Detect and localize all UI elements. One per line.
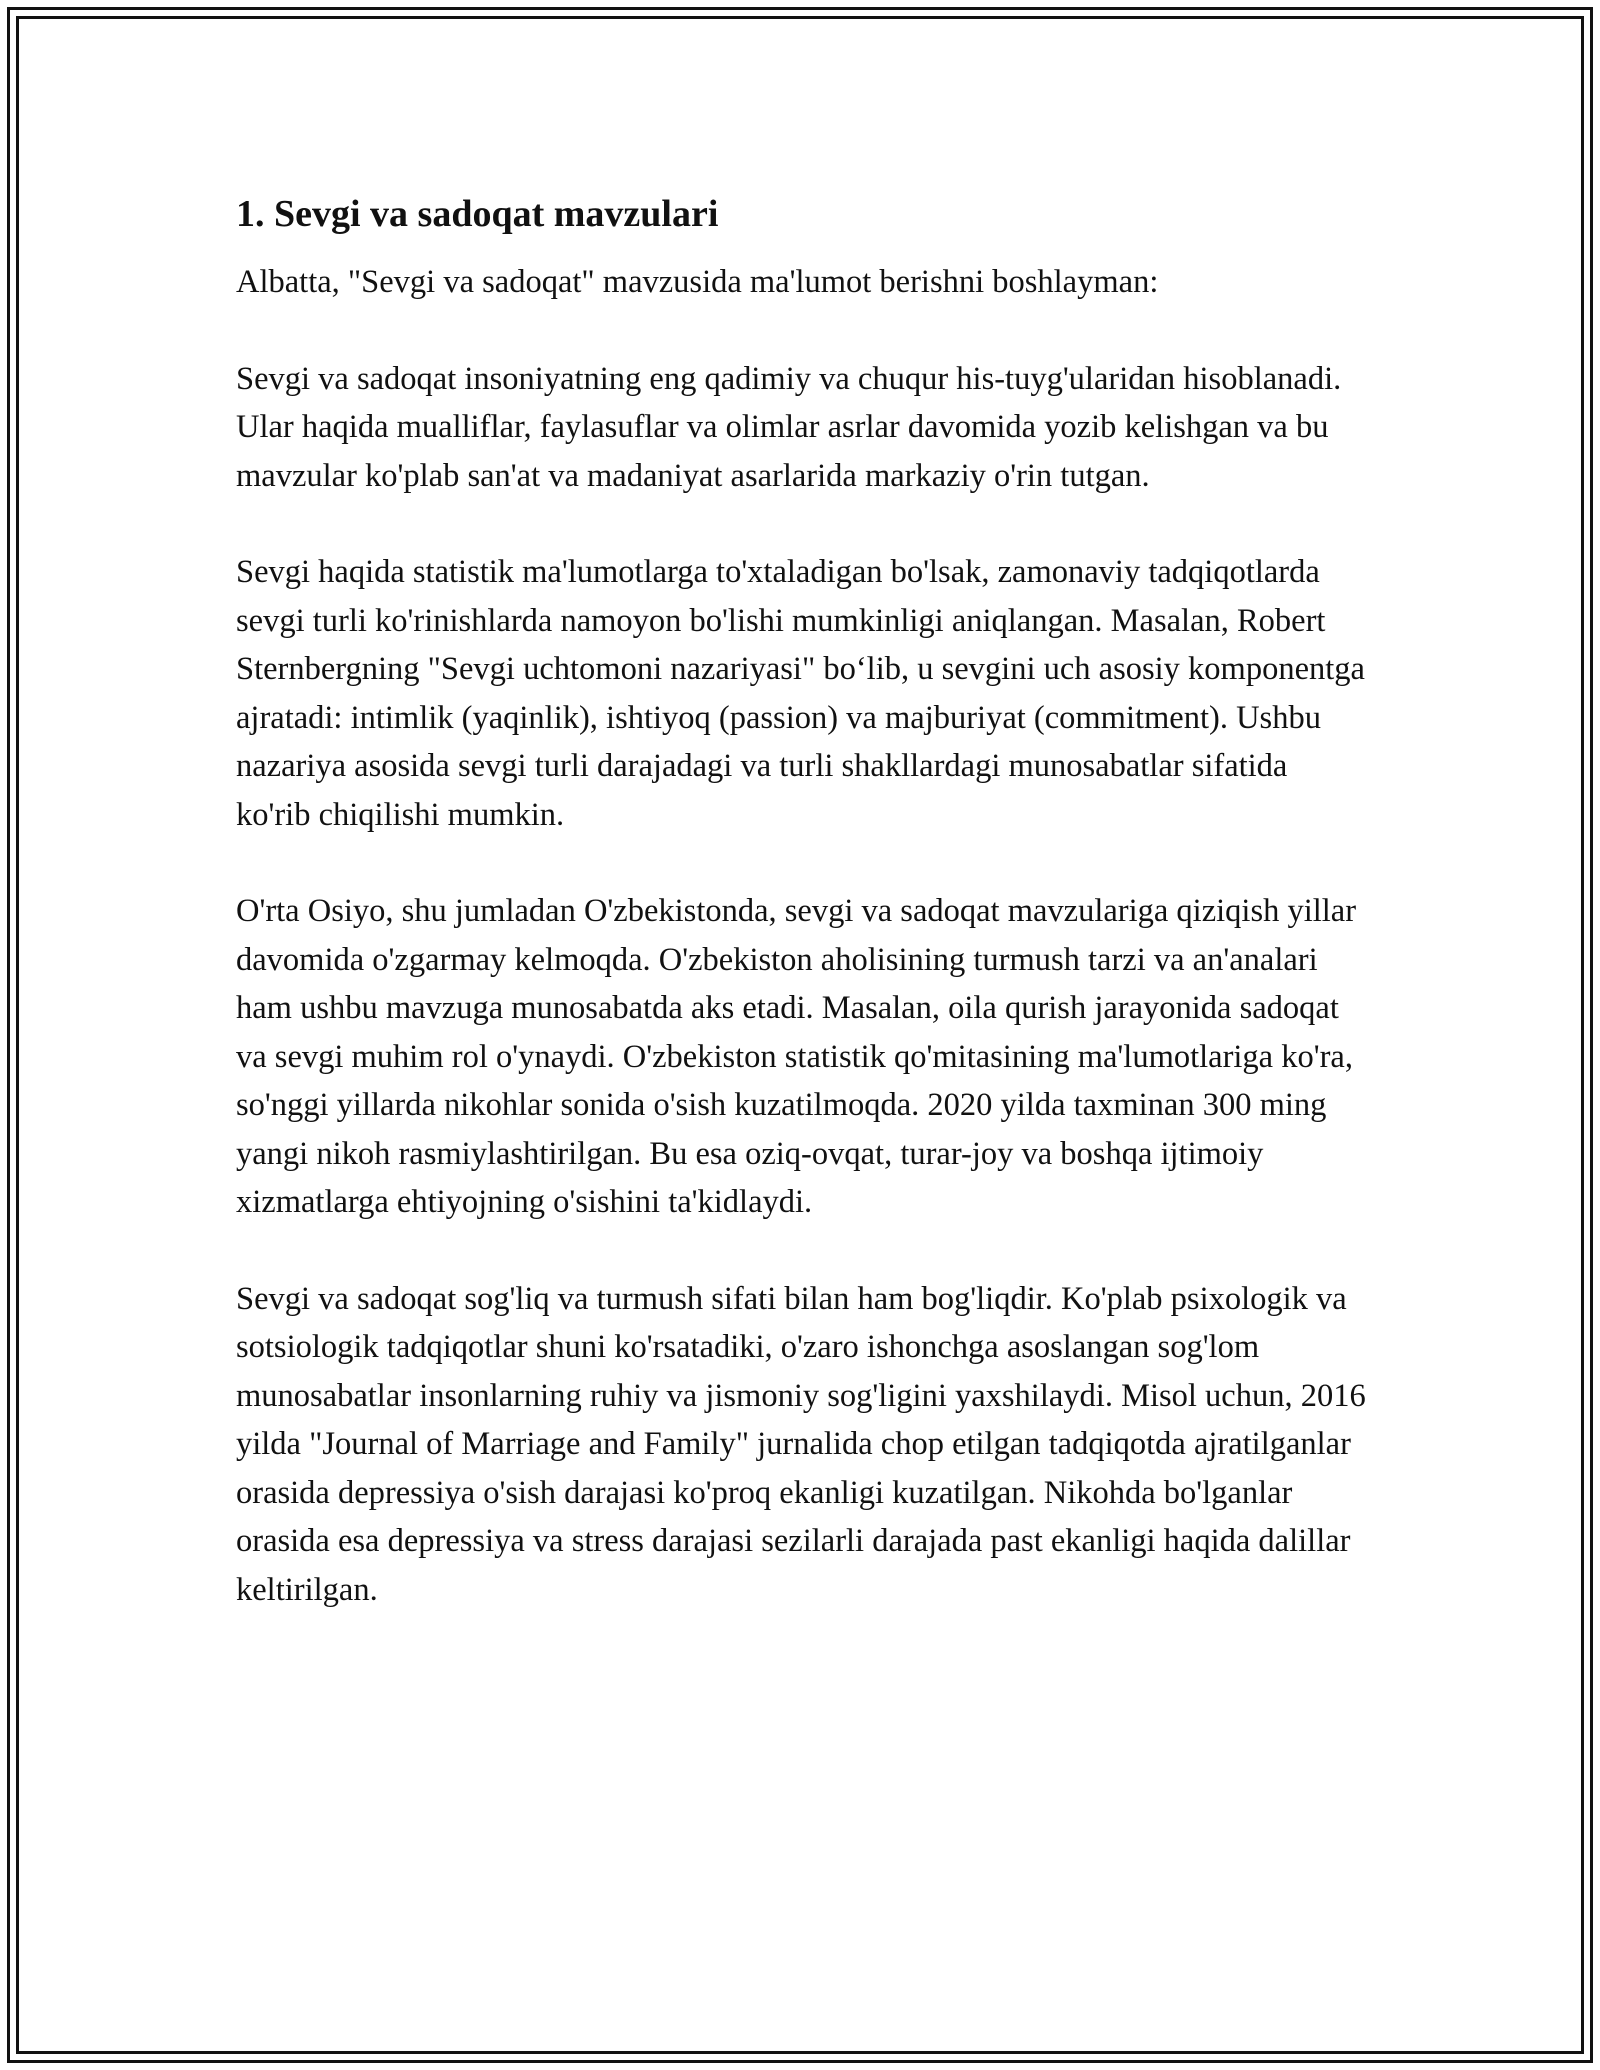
paragraph-3: O'rta Osiyo, shu jumladan O'zbekistonda, sevgi va sadoqat mavzulariga qiziqish yillar davomida o'zgarmay kelmoqda. O'zbekiston aholisining turmush tarzi va an'analari ham ushbu mavzuga munosabatda aks etadi. Masalan, oila qurish jarayonida sadoqat va sevgi muhim rol o'ynaydi. O'zbekiston statistik qo'mitasining ma'lumotlariga ko'ra, so'nggi yillarda nikohlar sonida o'sish kuzatilmoqda. 2020 yilda taxminan 300 ming yangi nikoh rasmiylashtirilgan. Bu esa oziq-ovqat, turar-joy va boshqa ijtimoiy xizmatlarga ehtiyojning o'sishini ta'kidlaydi. (236, 893, 1357, 1220)
paragraph-1: Sevgi va sadoqat insoniyatning eng qadimiy va chuqur his-tuyg'ularidan hisoblanadi. Ular haqida mualliflar, faylasuflar va olimlar asrlar davomida yozib kelishgan va bu mavzular ko'plab san'at va madaniyat asarlarida markaziy o'rin tutgan. (236, 360, 1342, 494)
paragraph-2: Sevgi haqida statistik ma'lumotlarga to'xtaladigan bo'lsak, zamonaviy tadqiqotlarda sevgi turli ko'rinishlarda namoyon bo'lishi mumkinligi aniqlangan. Masalan, Robert Sternbergning "Sevgi uchtomoni nazariyasi" bo‘lib, u sevgini uch asosiy komponentga ajratadi: intimlik (yaqinlik), ishtiyoq (passion) va majburiyat (commitment). Ushbu nazariya asosida sevgi turli darajadagi va turli shakllardagi munosabatlar sifatida ko'rib chiqilishi mumkin. (236, 554, 1365, 833)
section-title: 1. Sevgi va sadoqat mavzulari (236, 193, 719, 235)
paragraph-4: Sevgi va sadoqat sog'liq va turmush sifati bilan ham bog'liqdir. Ko'plab psixologik va sotsiologik tadqiqotlar shuni ko'rsatadiki, o'zaro ishonchga asoslangan sog'lom munosabatlar insonlarning ruhiy va jismoniy sog'ligini yaxshilaydi. Misol uchun, 2016 yilda "Journal of Marriage and Family" jurnalida chop etilgan tadqiqotda ajratilganlar orasida depressiya o'sish darajasi ko'proq ekanligi kuzatilgan. Nikohda bo'lganlar orasida esa depressiya va stress darajasi sezilarli darajada past ekanligi haqida dalillar keltirilgan. (236, 1280, 1366, 1608)
document-body (236, 188, 1366, 1662)
intro-paragraph: Albatta, "Sevgi va sadoqat" mavzusida ma'lumot berishni boshlayman: (236, 264, 1159, 300)
